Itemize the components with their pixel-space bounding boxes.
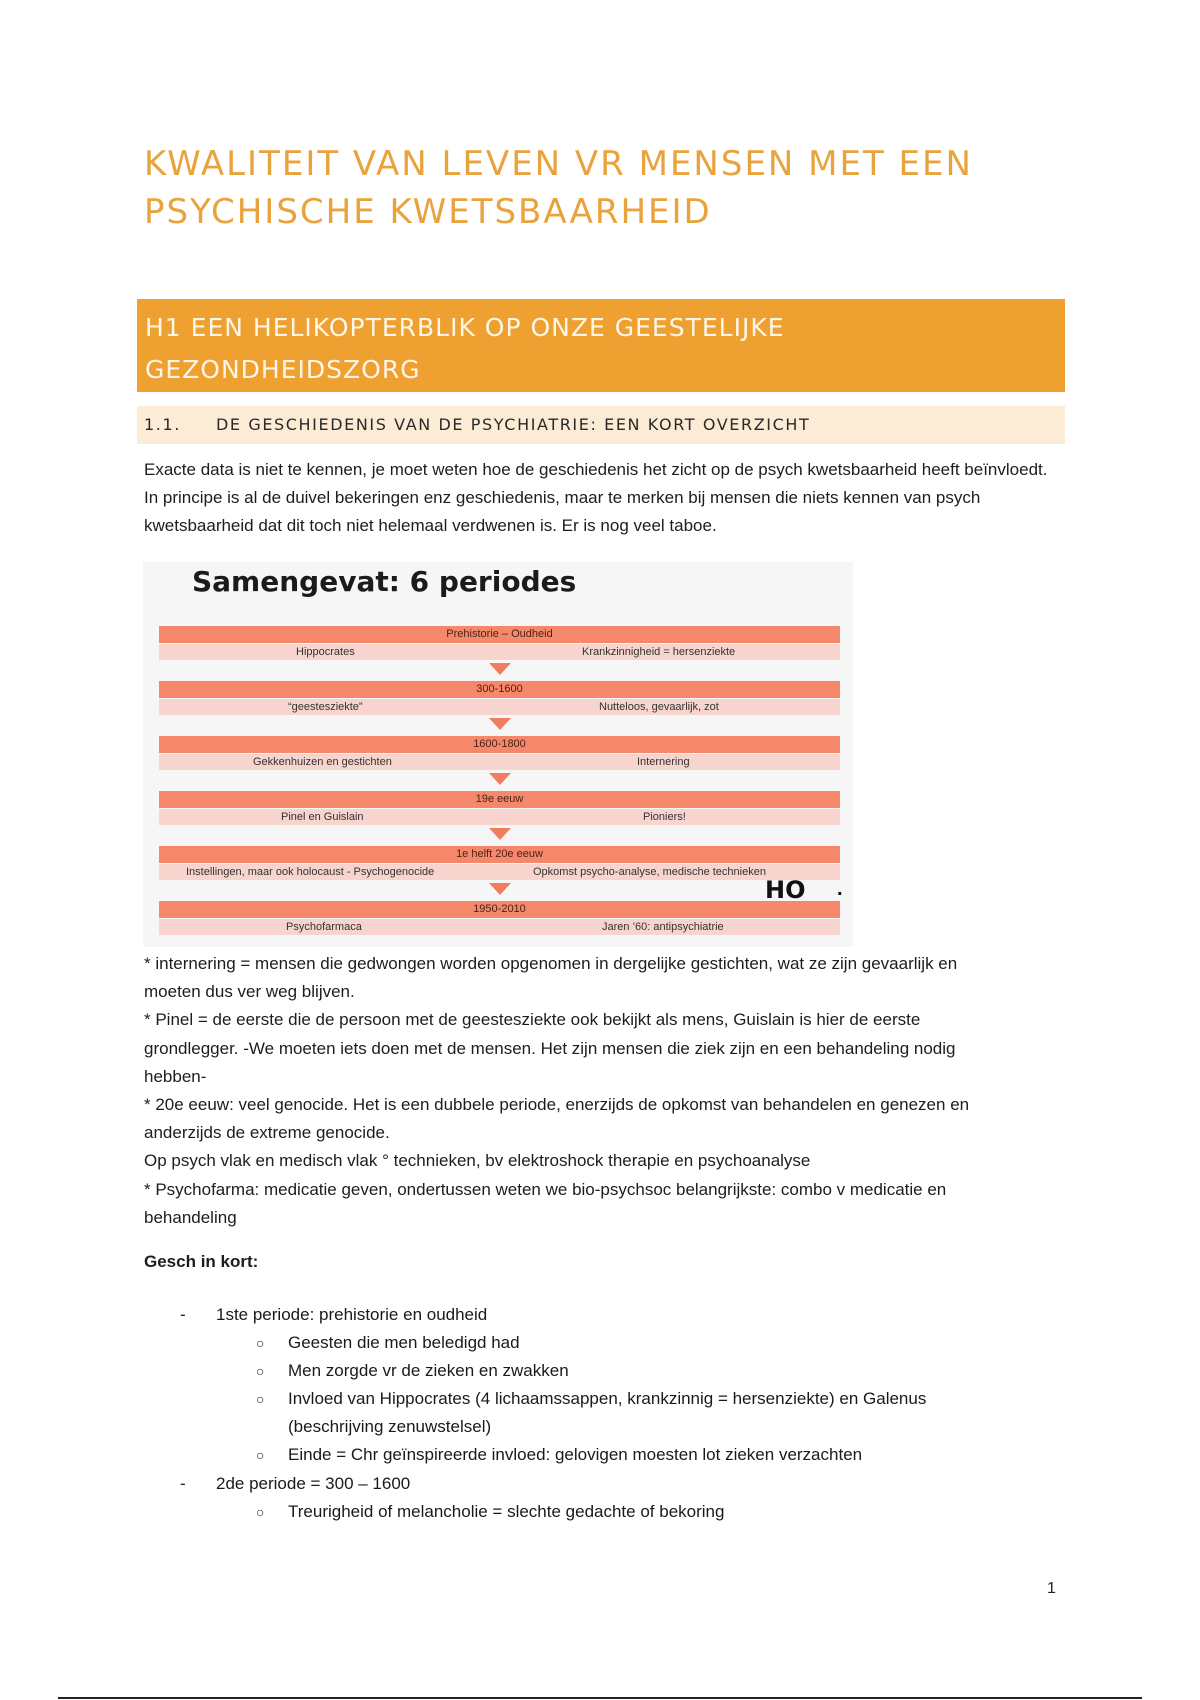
down-arrow-icon [489,773,511,785]
down-arrow-icon [489,828,511,840]
period-left: Gekkenhuizen en gestichten [253,756,392,768]
period-right: Nutteloos, gevaarlijk, zot [599,701,719,713]
list-item-level-2 [144,1498,1074,1526]
period-details [159,644,840,660]
figure-overlay-text: HO [765,876,806,904]
note-line: * Pinel = de eerste die de persoon met de geestesziekte ook bekijkt als mens, Guislain is hier de eerste [144,1010,921,1030]
heading-1: H1 EEN HELIKOPTERBLIK OP ONZE GEESTELIJKE GEZONDHEIDSZORG [145,313,785,384]
heading-1-band [137,299,1065,392]
period-left: “geestesziekte” [288,701,363,713]
period-label: 2de periode = 300 – 1600 [216,1474,411,1493]
page-bottom-rule [58,1697,1142,1699]
circle-bullet-icon: ○ [256,1391,265,1407]
period-details [159,699,840,715]
intro-paragraph: Exacte data is niet te kennen, je moet weten hoe de geschiedenis het zicht op de psych kwetsbaarheid heeft beïnvloedt. In principe is al de duivel bekeringen enz geschiedenis, maar te merken bij mensen die niets kennen van psych kwetsbaarheid dat dit toch niet helemaal verdwenen is. Er is nog veel taboe. [144,460,1048,536]
list-item-text: Geesten die men beledigd had [288,1333,520,1352]
down-arrow-icon [489,663,511,675]
list-item-text: Treurigheid of melancholie = slechte gedachte of bekoring [288,1502,725,1521]
period-right: Opkomst psycho-analyse, medische technieken [533,866,766,878]
notes-block [144,950,1074,1232]
period-left: Psychofarmaca [286,921,362,933]
figure-overlay-dot: . [837,878,843,900]
figure-title: Samengevat: 6 periodes [192,565,577,598]
periods-figure [143,562,853,947]
period-bar: 1950-2010 [159,901,840,918]
note-line: behandeling [144,1207,237,1227]
page-number: 1 [1047,1580,1056,1597]
dash-bullet: - [180,1474,186,1493]
period-bar: Prehistorie – Oudheid [159,626,840,643]
list-item-level-2 [144,1329,1074,1357]
circle-bullet-icon: ○ [256,1504,265,1520]
document-title: KWALITEIT VAN LEVEN VR MENSEN MET EEN PSYCHISCHE KWETSBAARHEID [144,144,973,232]
period-details [159,809,840,825]
circle-bullet-icon: ○ [256,1335,265,1351]
circle-bullet-icon: ○ [256,1447,265,1463]
list-item-text: Men zorgde vr de zieken en zwakken [288,1361,569,1380]
period-right: Jaren ’60: antipsychiatrie [602,921,724,933]
period-details [159,919,840,935]
period-right: Krankzinnigheid = hersenziekte [582,646,736,658]
period-right: Internering [637,756,690,768]
period-bar: 300-1600 [159,681,840,698]
circle-bullet-icon: ○ [256,1363,265,1379]
period-right: Pioniers! [643,811,686,823]
dash-bullet: - [180,1305,186,1324]
note-line: hebben- [144,1066,207,1086]
heading-2-number: 1.1. [144,415,181,434]
period-details [159,864,840,880]
list-item-level-1 [144,1300,1074,1329]
list-item-level-2 [144,1357,1074,1385]
note-line: * internering = mensen die gedwongen worden opgenomen in dergelijke gestichten, wat ze zijn gevaarlijk en [144,954,958,973]
period-left: Pinel en Guislain [281,811,364,823]
period-label: 1ste periode: prehistorie en oudheid [216,1305,488,1324]
list-item-level-2 [144,1385,1074,1441]
heading-2-band [137,406,1065,444]
note-line: * Psychofarma: medicatie geven, ondertussen weten we bio-psychsoc belangrijkste: combo v medicatie en [144,1179,947,1199]
period-bar: 19e eeuw [159,791,840,808]
note-line: moeten dus ver weg blijven. [144,982,355,1002]
summary-list [144,1300,1074,1526]
period-bar: 1e helft 20e eeuw [159,846,840,863]
period-left: Hippocrates [296,646,355,658]
list-item-text: Einde = Chr geïnspireerde invloed: gelovigen moesten lot zieken verzachten [288,1445,863,1464]
list-item-level-2 [144,1441,1074,1469]
down-arrow-icon [489,883,511,895]
list-item-level-1 [144,1469,1074,1498]
period-details [159,754,840,770]
note-line: anderzijds de extreme genocide. [144,1123,390,1143]
heading-2-text: DE GESCHIEDENIS VAN DE PSYCHIATRIE: EEN KORT OVERZICHT [216,415,811,434]
note-line: Op psych vlak en medisch vlak ° technieken, bv elektroshock therapie en psychoanalyse [144,1151,811,1171]
note-line: * 20e eeuw: veel genocide. Het is een dubbele periode, enerzijds de opkomst van behandelen en genezen en [144,1095,970,1115]
summary-heading: Gesch in kort: [144,1252,259,1271]
list-item-text: Invloed van Hippocrates (4 lichaamssappen, krankzinnig = hersenziekte) en Galenus (beschrijving zenuwstelsel) [288,1389,927,1436]
period-bar: 1600-1800 [159,736,840,753]
period-left: Instellingen, maar ook holocaust - Psychogenocide [186,866,435,878]
down-arrow-icon [489,718,511,730]
note-line: grondlegger. -We moeten iets doen met de mensen. Het zijn mensen die ziek zijn en een behandeling nodig [144,1038,956,1058]
